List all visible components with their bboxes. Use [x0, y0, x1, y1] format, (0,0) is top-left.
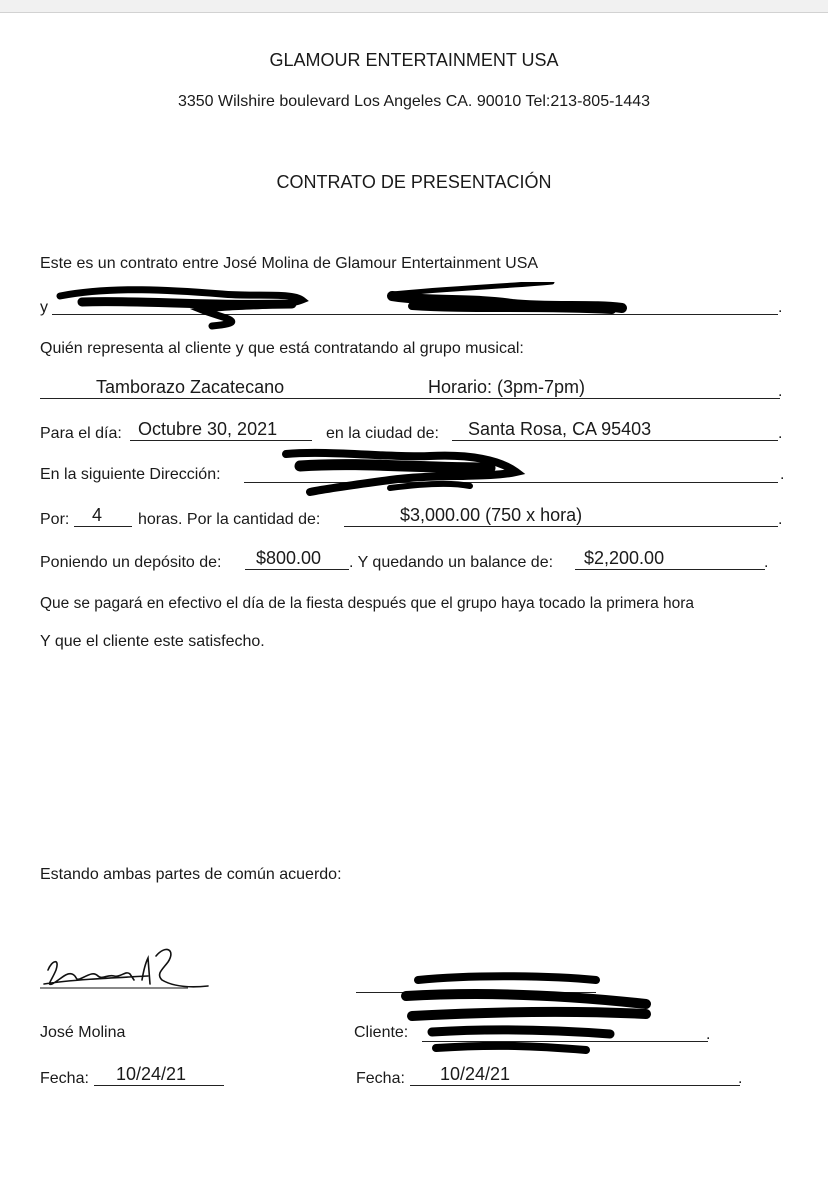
- balance-value: $2,200.00: [584, 548, 665, 568]
- payment-terms-line1: Que se pagará en efectivo el día de la fiesta después que el grupo haya tocado la primera hora: [40, 595, 695, 612]
- contract-intro: Este es un contrato entre José Molina de Glamour Entertainment USA: [40, 255, 539, 272]
- period: .: [706, 1026, 711, 1043]
- left-date-label: Fecha:: [40, 1070, 89, 1087]
- right-date-underline: [410, 1085, 740, 1086]
- period: .: [778, 511, 783, 528]
- client-label: Cliente:: [354, 1024, 409, 1041]
- hours-underline: [74, 526, 132, 527]
- address-label: En la siguiente Dirección:: [40, 466, 221, 483]
- right-date: 10/24/21: [440, 1064, 511, 1084]
- document-title: CONTRATO DE PRESENTACIÓN: [276, 172, 552, 192]
- company-address: 3350 Wilshire boulevard Los Angeles CA. 90010 Tel:213-805-1443: [177, 93, 651, 110]
- amount-underline: [344, 526, 778, 527]
- group-line: [40, 398, 780, 399]
- agreement-text: Estando ambas partes de común acuerdo:: [40, 866, 342, 883]
- day-label: Para el día:: [40, 425, 122, 442]
- balance-underline: [575, 569, 765, 570]
- period: .: [778, 383, 783, 400]
- left-date: 10/24/21: [116, 1064, 187, 1084]
- balance-label: . Y quedando un balance de:: [349, 554, 554, 571]
- top-edge: [0, 0, 828, 13]
- period: .: [778, 299, 783, 316]
- amount-value: $3,000.00 (750 x hora): [400, 505, 583, 525]
- y-label: y: [40, 299, 48, 316]
- hours-text: horas. Por la cantidad de:: [138, 511, 321, 528]
- period: .: [764, 554, 769, 571]
- period: .: [738, 1070, 743, 1087]
- deposit-value: $800.00: [256, 548, 322, 568]
- deposit-label: Poniendo un depósito de:: [40, 554, 222, 571]
- redaction-client-phone: [52, 282, 652, 334]
- address-partial: Ct: [462, 463, 480, 483]
- right-date-label: Fecha:: [356, 1070, 405, 1087]
- por-label: Por:: [40, 511, 70, 528]
- redaction-address: [270, 444, 530, 506]
- hours-value: 4: [92, 505, 103, 525]
- company-name: GLAMOUR ENTERTAINMENT USA: [269, 50, 559, 70]
- signature-jose-molina: [38, 940, 218, 1002]
- day-underline: [130, 440, 312, 441]
- left-date-underline: [94, 1085, 224, 1086]
- day-value: Octubre 30, 2021: [138, 419, 278, 439]
- city-value: Santa Rosa, CA 95403: [468, 419, 652, 439]
- city-underline: [452, 440, 778, 441]
- period: .: [778, 425, 783, 442]
- city-label: en la ciudad de:: [326, 425, 439, 442]
- group-name: Tamborazo Zacatecano: [96, 377, 285, 397]
- redaction-client-signature: [396, 970, 666, 1066]
- payment-terms-line2: Y que el cliente este satisfecho.: [40, 633, 265, 650]
- represents-text: Quién representa al cliente y que está contratando al grupo musical:: [40, 340, 524, 357]
- deposit-underline: [245, 569, 349, 570]
- schedule: Horario: (3pm-7pm): [428, 377, 586, 397]
- left-signer-name: José Molina: [40, 1024, 126, 1041]
- period: .: [780, 466, 785, 483]
